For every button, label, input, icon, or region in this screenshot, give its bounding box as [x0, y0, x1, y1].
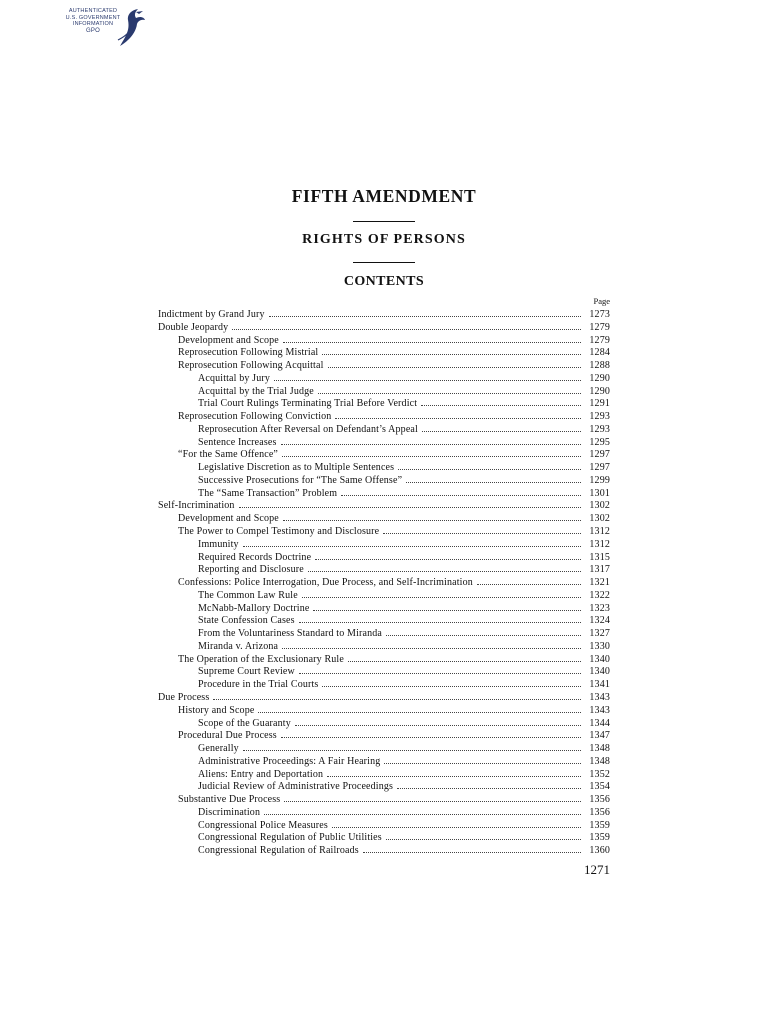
subtitle-divider	[353, 262, 415, 263]
toc-entry-page: 1293	[589, 423, 610, 435]
toc-entry-page: 1322	[589, 589, 610, 601]
toc-entry-label: Double Jeopardy	[158, 321, 229, 333]
toc-entry-page: 1347	[589, 730, 610, 742]
toc-dot-leader	[243, 538, 581, 547]
toc-entry	[158, 474, 610, 487]
page-column-header: Page	[593, 296, 610, 306]
toc-entry	[158, 346, 610, 359]
toc-entry	[158, 538, 610, 551]
toc-entry-label: Self-Incrimination	[158, 500, 235, 512]
toc-entry	[158, 780, 610, 793]
toc-entry-label: Aliens: Entry and Deportation	[198, 768, 324, 780]
toc-entry-page: 1354	[589, 781, 610, 793]
toc-dot-leader	[386, 831, 581, 840]
toc-dot-leader	[327, 768, 581, 777]
toc-entry	[158, 653, 610, 666]
toc-entry-page: 1323	[589, 602, 610, 614]
toc-dot-leader	[281, 436, 582, 445]
toc-entry	[158, 678, 610, 691]
toc-entry-page: 1284	[589, 347, 610, 359]
toc-entry	[158, 576, 610, 589]
toc-dot-leader	[335, 410, 581, 419]
toc-entry-label: Confessions: Police Interrogation, Due Process, and Self-Incrimination	[178, 577, 473, 589]
toc-dot-leader	[386, 627, 581, 636]
toc-entry	[158, 321, 610, 334]
toc-entry	[158, 461, 610, 474]
toc-dot-leader	[282, 448, 581, 457]
table-of-contents	[158, 308, 610, 857]
toc-entry	[158, 308, 610, 321]
toc-entry-page: 1343	[589, 691, 610, 703]
toc-entry-page: 1288	[589, 360, 610, 372]
toc-entry-page: 1348	[589, 743, 610, 755]
document-title: FIFTH AMENDMENT	[291, 186, 477, 206]
gpo-logo-line-4: GPO	[86, 27, 100, 34]
toc-entry-label: Acquittal by Jury	[198, 372, 270, 384]
toc-entry-label: The Common Law Rule	[198, 589, 298, 601]
toc-entry-page: 1302	[589, 500, 610, 512]
toc-entry	[158, 717, 610, 730]
toc-entry	[158, 487, 610, 500]
gpo-logo-line-1: AUTHENTICATED	[68, 8, 118, 14]
toc-entry	[158, 589, 610, 602]
toc-entry	[158, 385, 610, 398]
toc-entry-label: McNabb-Mallory Doctrine	[198, 602, 310, 614]
eagle-icon	[116, 6, 146, 48]
toc-entry-label: Congressional Regulation of Railroads	[198, 845, 359, 857]
toc-entry-label: Reprosecution Following Mistrial	[178, 347, 319, 359]
toc-entry-label: State Confession Cases	[198, 615, 295, 627]
toc-dot-leader	[477, 576, 581, 585]
gpo-logo-line-2: U.S. GOVERNMENT	[65, 14, 121, 21]
toc-dot-leader	[295, 717, 581, 726]
toc-entry-label: “For the Same Offence”	[178, 449, 279, 461]
toc-entry-label: Administrative Proceedings: A Fair Hearing	[198, 755, 381, 767]
toc-dot-leader	[308, 563, 581, 572]
toc-entry-page: 1299	[589, 474, 610, 486]
toc-entry	[158, 755, 610, 768]
toc-entry	[158, 806, 610, 819]
toc-dot-leader	[299, 665, 581, 674]
toc-entry	[158, 334, 610, 347]
toc-dot-leader	[274, 372, 581, 381]
toc-entry-page: 1290	[589, 372, 610, 384]
toc-entry-page: 1317	[589, 564, 610, 576]
toc-dot-leader	[232, 321, 581, 330]
toc-entry-page: 1273	[589, 309, 610, 320]
toc-dot-leader	[284, 793, 581, 802]
toc-entry-page: 1297	[589, 449, 610, 461]
toc-entry-page: 1359	[589, 832, 610, 844]
toc-entry	[158, 665, 610, 678]
toc-entry-label: Generally	[198, 743, 239, 755]
toc-entry-page: 1343	[589, 704, 610, 716]
toc-entry	[158, 614, 610, 627]
gpo-authentication-logo	[60, 6, 146, 48]
toc-entry-page: 1312	[589, 526, 610, 538]
page-number: 1271	[584, 862, 610, 877]
toc-entry	[158, 742, 610, 755]
toc-dot-leader	[363, 844, 581, 853]
toc-entry-label: Procedure in the Trial Courts	[198, 679, 319, 691]
toc-dot-leader	[421, 397, 581, 406]
toc-entry	[158, 729, 610, 742]
toc-entry-label: Supreme Court Review	[198, 666, 295, 678]
toc-entry-label: Substantive Due Process	[178, 794, 281, 806]
toc-entry-label: History and Scope	[178, 704, 255, 716]
toc-dot-leader	[299, 614, 581, 623]
toc-entry-label: Development and Scope	[178, 334, 279, 346]
toc-entry-page: 1302	[589, 513, 610, 525]
toc-dot-leader	[269, 308, 581, 317]
toc-entry-label: The Operation of the Exclusionary Rule	[178, 653, 344, 665]
toc-entry-label: Congressional Regulation of Public Utilities	[198, 832, 382, 844]
toc-dot-leader	[283, 512, 581, 521]
toc-dot-leader	[243, 742, 581, 751]
toc-dot-leader	[282, 640, 581, 649]
toc-entry-page: 1301	[589, 487, 610, 499]
toc-dot-leader	[406, 474, 581, 483]
toc-entry	[158, 602, 610, 615]
document-subtitle: RIGHTS OF PERSONS	[302, 232, 466, 247]
toc-entry	[158, 499, 610, 512]
toc-entry-label: Indictment by Grand Jury	[158, 309, 265, 320]
toc-entry	[158, 423, 610, 436]
toc-entry-page: 1295	[589, 436, 610, 448]
toc-entry-page: 1312	[589, 538, 610, 550]
toc-entry-label: Immunity	[198, 538, 239, 550]
toc-entry-label: The “Same Transaction” Problem	[198, 487, 338, 499]
toc-entry-label: Reprosecution Following Conviction	[178, 411, 332, 423]
toc-entry-label: Scope of the Guaranty	[198, 717, 291, 729]
toc-entry	[158, 831, 610, 844]
title-divider	[353, 221, 415, 222]
toc-dot-leader	[322, 678, 581, 687]
toc-dot-leader	[281, 729, 581, 738]
toc-entry-page: 1352	[589, 768, 610, 780]
toc-entry-page: 1315	[589, 551, 610, 563]
toc-entry	[158, 627, 610, 640]
toc-dot-leader	[264, 806, 581, 815]
toc-entry-page: 1327	[589, 628, 610, 640]
toc-entry-page: 1340	[589, 666, 610, 678]
toc-dot-leader	[322, 346, 581, 355]
toc-entry-page: 1291	[589, 398, 610, 410]
toc-entry-page: 1279	[589, 334, 610, 346]
toc-dot-leader	[302, 589, 581, 598]
toc-entry-page: 1359	[589, 819, 610, 831]
toc-entry-label: Miranda v. Arizona	[198, 640, 279, 652]
toc-entry	[158, 410, 610, 423]
toc-dot-leader	[398, 461, 581, 470]
toc-entry-page: 1297	[589, 462, 610, 474]
toc-entry-page: 1341	[589, 679, 610, 691]
toc-entry-label: Successive Prosecutions for “The Same Offense”	[198, 474, 403, 486]
toc-entry-page: 1293	[589, 411, 610, 423]
toc-dot-leader	[283, 334, 581, 343]
toc-entry-label: Congressional Police Measures	[198, 819, 328, 831]
toc-dot-leader	[313, 602, 581, 611]
toc-dot-leader	[213, 691, 581, 700]
toc-dot-leader	[422, 423, 581, 432]
toc-dot-leader	[332, 819, 581, 828]
toc-entry	[158, 768, 610, 781]
toc-entry-label: The Power to Compel Testimony and Disclosure	[178, 526, 380, 538]
toc-entry	[158, 640, 610, 653]
toc-entry	[158, 448, 610, 461]
toc-entry-label: Trial Court Rulings Terminating Trial Before Verdict	[198, 398, 418, 410]
toc-entry	[158, 525, 610, 538]
toc-entry	[158, 359, 610, 372]
toc-entry	[158, 397, 610, 410]
toc-entry-label: Due Process	[158, 691, 210, 703]
toc-entry-page: 1324	[589, 615, 610, 627]
toc-entry	[158, 563, 610, 576]
toc-entry	[158, 691, 610, 704]
toc-dot-leader	[397, 780, 581, 789]
toc-entry-page: 1290	[589, 385, 610, 397]
toc-entry-label: Reprosecution After Reversal on Defendant’s Appeal	[198, 423, 418, 435]
toc-entry	[158, 819, 610, 832]
toc-entry-page: 1279	[589, 321, 610, 333]
toc-entry-page: 1356	[589, 806, 610, 818]
toc-entry-page: 1340	[589, 653, 610, 665]
toc-entry	[158, 436, 610, 449]
toc-entry-label: Judicial Review of Administrative Proceedings	[198, 781, 394, 793]
toc-entry-page: 1356	[589, 794, 610, 806]
toc-entry-label: Required Records Doctrine	[198, 551, 312, 563]
toc-dot-leader	[328, 359, 582, 368]
toc-dot-leader	[348, 653, 581, 662]
toc-entry	[158, 844, 610, 857]
toc-entry-label: Reprosecution Following Acquittal	[178, 360, 324, 372]
toc-dot-leader	[315, 551, 581, 560]
toc-dot-leader	[384, 755, 581, 764]
toc-entry	[158, 551, 610, 564]
toc-entry-label: Sentence Increases	[198, 436, 277, 448]
toc-entry	[158, 704, 610, 717]
toc-entry	[158, 793, 610, 806]
toc-entry-page: 1321	[589, 577, 610, 589]
toc-entry-page: 1360	[589, 845, 610, 857]
toc-dot-leader	[341, 487, 581, 496]
contents-heading: CONTENTS	[343, 274, 425, 289]
toc-entry-label: Reporting and Disclosure	[198, 564, 304, 576]
toc-dot-leader	[239, 499, 581, 508]
toc-entry-label: Acquittal by the Trial Judge	[198, 385, 314, 397]
toc-dot-leader	[383, 525, 581, 534]
toc-entry-label: Development and Scope	[178, 513, 279, 525]
toc-entry-label: From the Voluntariness Standard to Miranda	[198, 628, 382, 640]
toc-dot-leader	[258, 704, 581, 713]
toc-entry-page: 1344	[589, 717, 610, 729]
toc-entry	[158, 372, 610, 385]
toc-entry-label: Legislative Discretion as to Multiple Sentences	[198, 462, 395, 474]
gpo-logo-line-3: INFORMATION	[72, 21, 114, 27]
toc-entry-label: Procedural Due Process	[178, 730, 277, 742]
toc-entry-label: Discrimination	[198, 806, 261, 818]
toc-entry-page: 1348	[589, 755, 610, 767]
toc-dot-leader	[318, 385, 581, 394]
toc-entry-page: 1330	[589, 640, 610, 652]
toc-entry	[158, 512, 610, 525]
